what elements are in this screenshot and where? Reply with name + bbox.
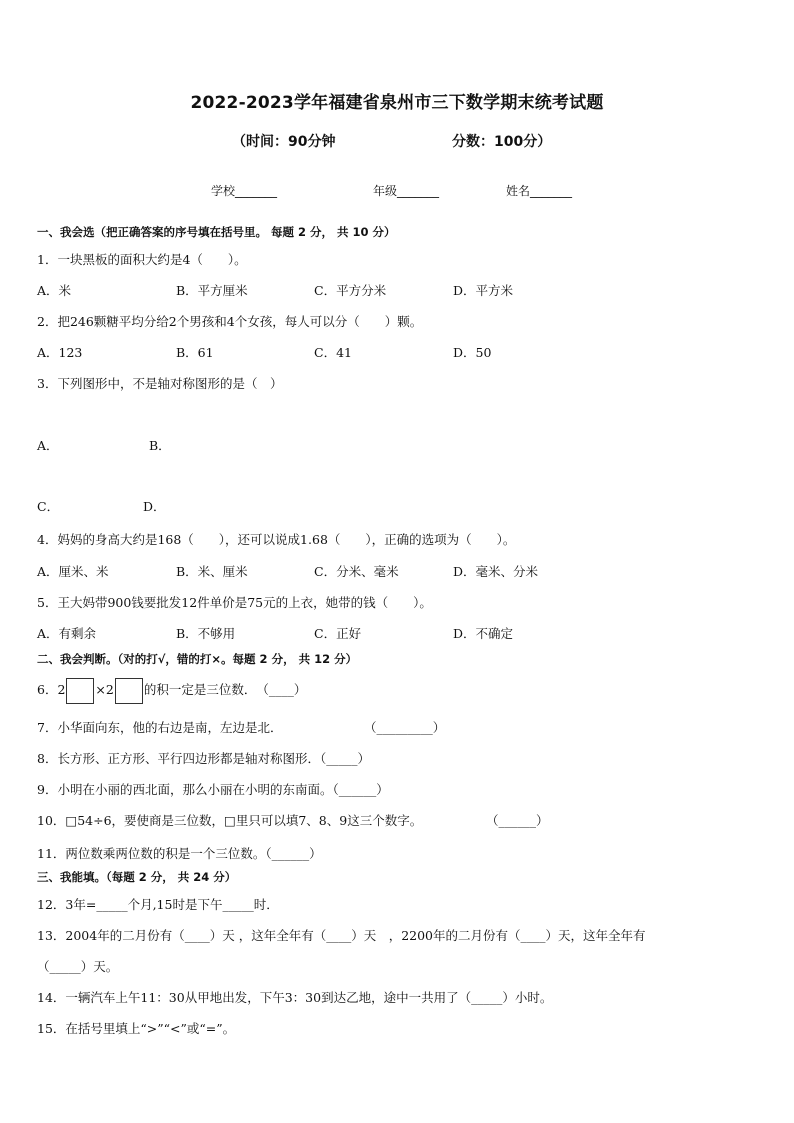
- option-b: B．米、厘米: [176, 564, 248, 579]
- question-6-suffix: 的积一定是三位数． （____）: [143, 682, 307, 697]
- option-b: B．平方厘米: [176, 283, 248, 298]
- question-9: 9．小明在小丽的西北面，那么小丽在小明的东南面。（______）: [37, 782, 389, 797]
- question-2: 2．把246颗糖平均分给2个男孩和4个女孩，每人可以分（ ）颗。: [37, 314, 423, 329]
- question-6-mid: ×2: [95, 682, 114, 697]
- score-label: 分数：100分）: [452, 134, 552, 150]
- school-field: 学校_______: [211, 184, 278, 198]
- question-7: 7．小华面向东，他的右边是南，左边是北．: [37, 720, 283, 735]
- section-2-heading: 二、我会判断。（对的打√，错的打×。每题 2 分， 共 12 分）: [37, 652, 358, 666]
- option-d: D．不确定: [453, 626, 514, 641]
- question-3: 3．下列图形中，不是轴对称图形的是（ ）: [37, 376, 283, 391]
- option-c: C．分米、毫米: [314, 564, 399, 579]
- option-d: D．毫米、分米: [453, 564, 539, 579]
- option-a: A．123: [37, 345, 83, 360]
- option-a: A．厘米、米: [37, 564, 109, 579]
- section-3-heading: 三、我能填。（每题 2 分， 共 24 分）: [37, 870, 237, 884]
- option-c: C．41: [314, 345, 352, 360]
- question-7-blank[interactable]: （_________）: [364, 720, 446, 735]
- question-10-blank[interactable]: （______）: [486, 813, 549, 828]
- question-6: [37, 677, 306, 704]
- option-b: B．不够用: [176, 626, 236, 641]
- question-4: 4．妈妈的身高大约是168（ ），还可以说成1.68（ ），正确的选项为（ ）。: [37, 532, 516, 547]
- option-a: A．有剩余: [37, 626, 97, 641]
- option-c: C．: [37, 499, 60, 514]
- option-a: A．: [37, 438, 59, 453]
- question-5: 5．王大妈带900钱要批发12件单价是75元的上衣，她带的钱（ ）。: [37, 595, 432, 610]
- page-title: 2022-2023学年福建省泉州市三下数学期末统考试题: [190, 93, 604, 113]
- question-15: 15．在括号里填上“>”“<”或“=”。: [37, 1021, 236, 1036]
- question-6-prefix: 6．2: [37, 682, 66, 697]
- option-d: D．平方米: [453, 283, 514, 298]
- time-label: （时间：90分钟: [232, 134, 336, 150]
- question-13-line-1: 13．2004年的二月份有（____）天 ，这年全年有（____）天 ，2200年的二月份有（____）天，这年全年有: [37, 928, 646, 943]
- question-8: 8．长方形、正方形、平行四边形都是轴对称图形．（_____）: [37, 751, 370, 766]
- answer-box[interactable]: [66, 678, 94, 704]
- grade-field: 年级_______: [373, 184, 440, 198]
- question-14: 14．一辆汽车上午11：30从甲地出发，下午3：30到达乙地，途中一共用了（_____）小时。: [37, 990, 553, 1005]
- option-b: B．: [149, 438, 171, 453]
- question-12: 12．3年=_____个月,15时是下午_____时．: [37, 897, 279, 912]
- question-10: 10．□54÷6，要使商是三位数，□里只可以填7、8、9这三个数字。: [37, 813, 423, 828]
- section-1-heading: 一、我会选（把正确答案的序号填在括号里。 每题 2 分， 共 10 分）: [37, 225, 396, 239]
- question-13-line-2: （_____）天。: [37, 959, 119, 974]
- option-b: B．61: [176, 345, 214, 360]
- option-c: C．正好: [314, 626, 362, 641]
- question-1: 1．一块黑板的面积大约是4（ ）。: [37, 252, 247, 267]
- option-d: D．50: [453, 345, 492, 360]
- name-field: 姓名_______: [506, 184, 573, 198]
- answer-box[interactable]: [115, 678, 143, 704]
- question-11: 11．两位数乘两位数的积是一个三位数。（______）: [37, 846, 322, 861]
- option-c: C．平方分米: [314, 283, 387, 298]
- option-a: A．米: [37, 283, 72, 298]
- option-d: D．: [143, 499, 166, 514]
